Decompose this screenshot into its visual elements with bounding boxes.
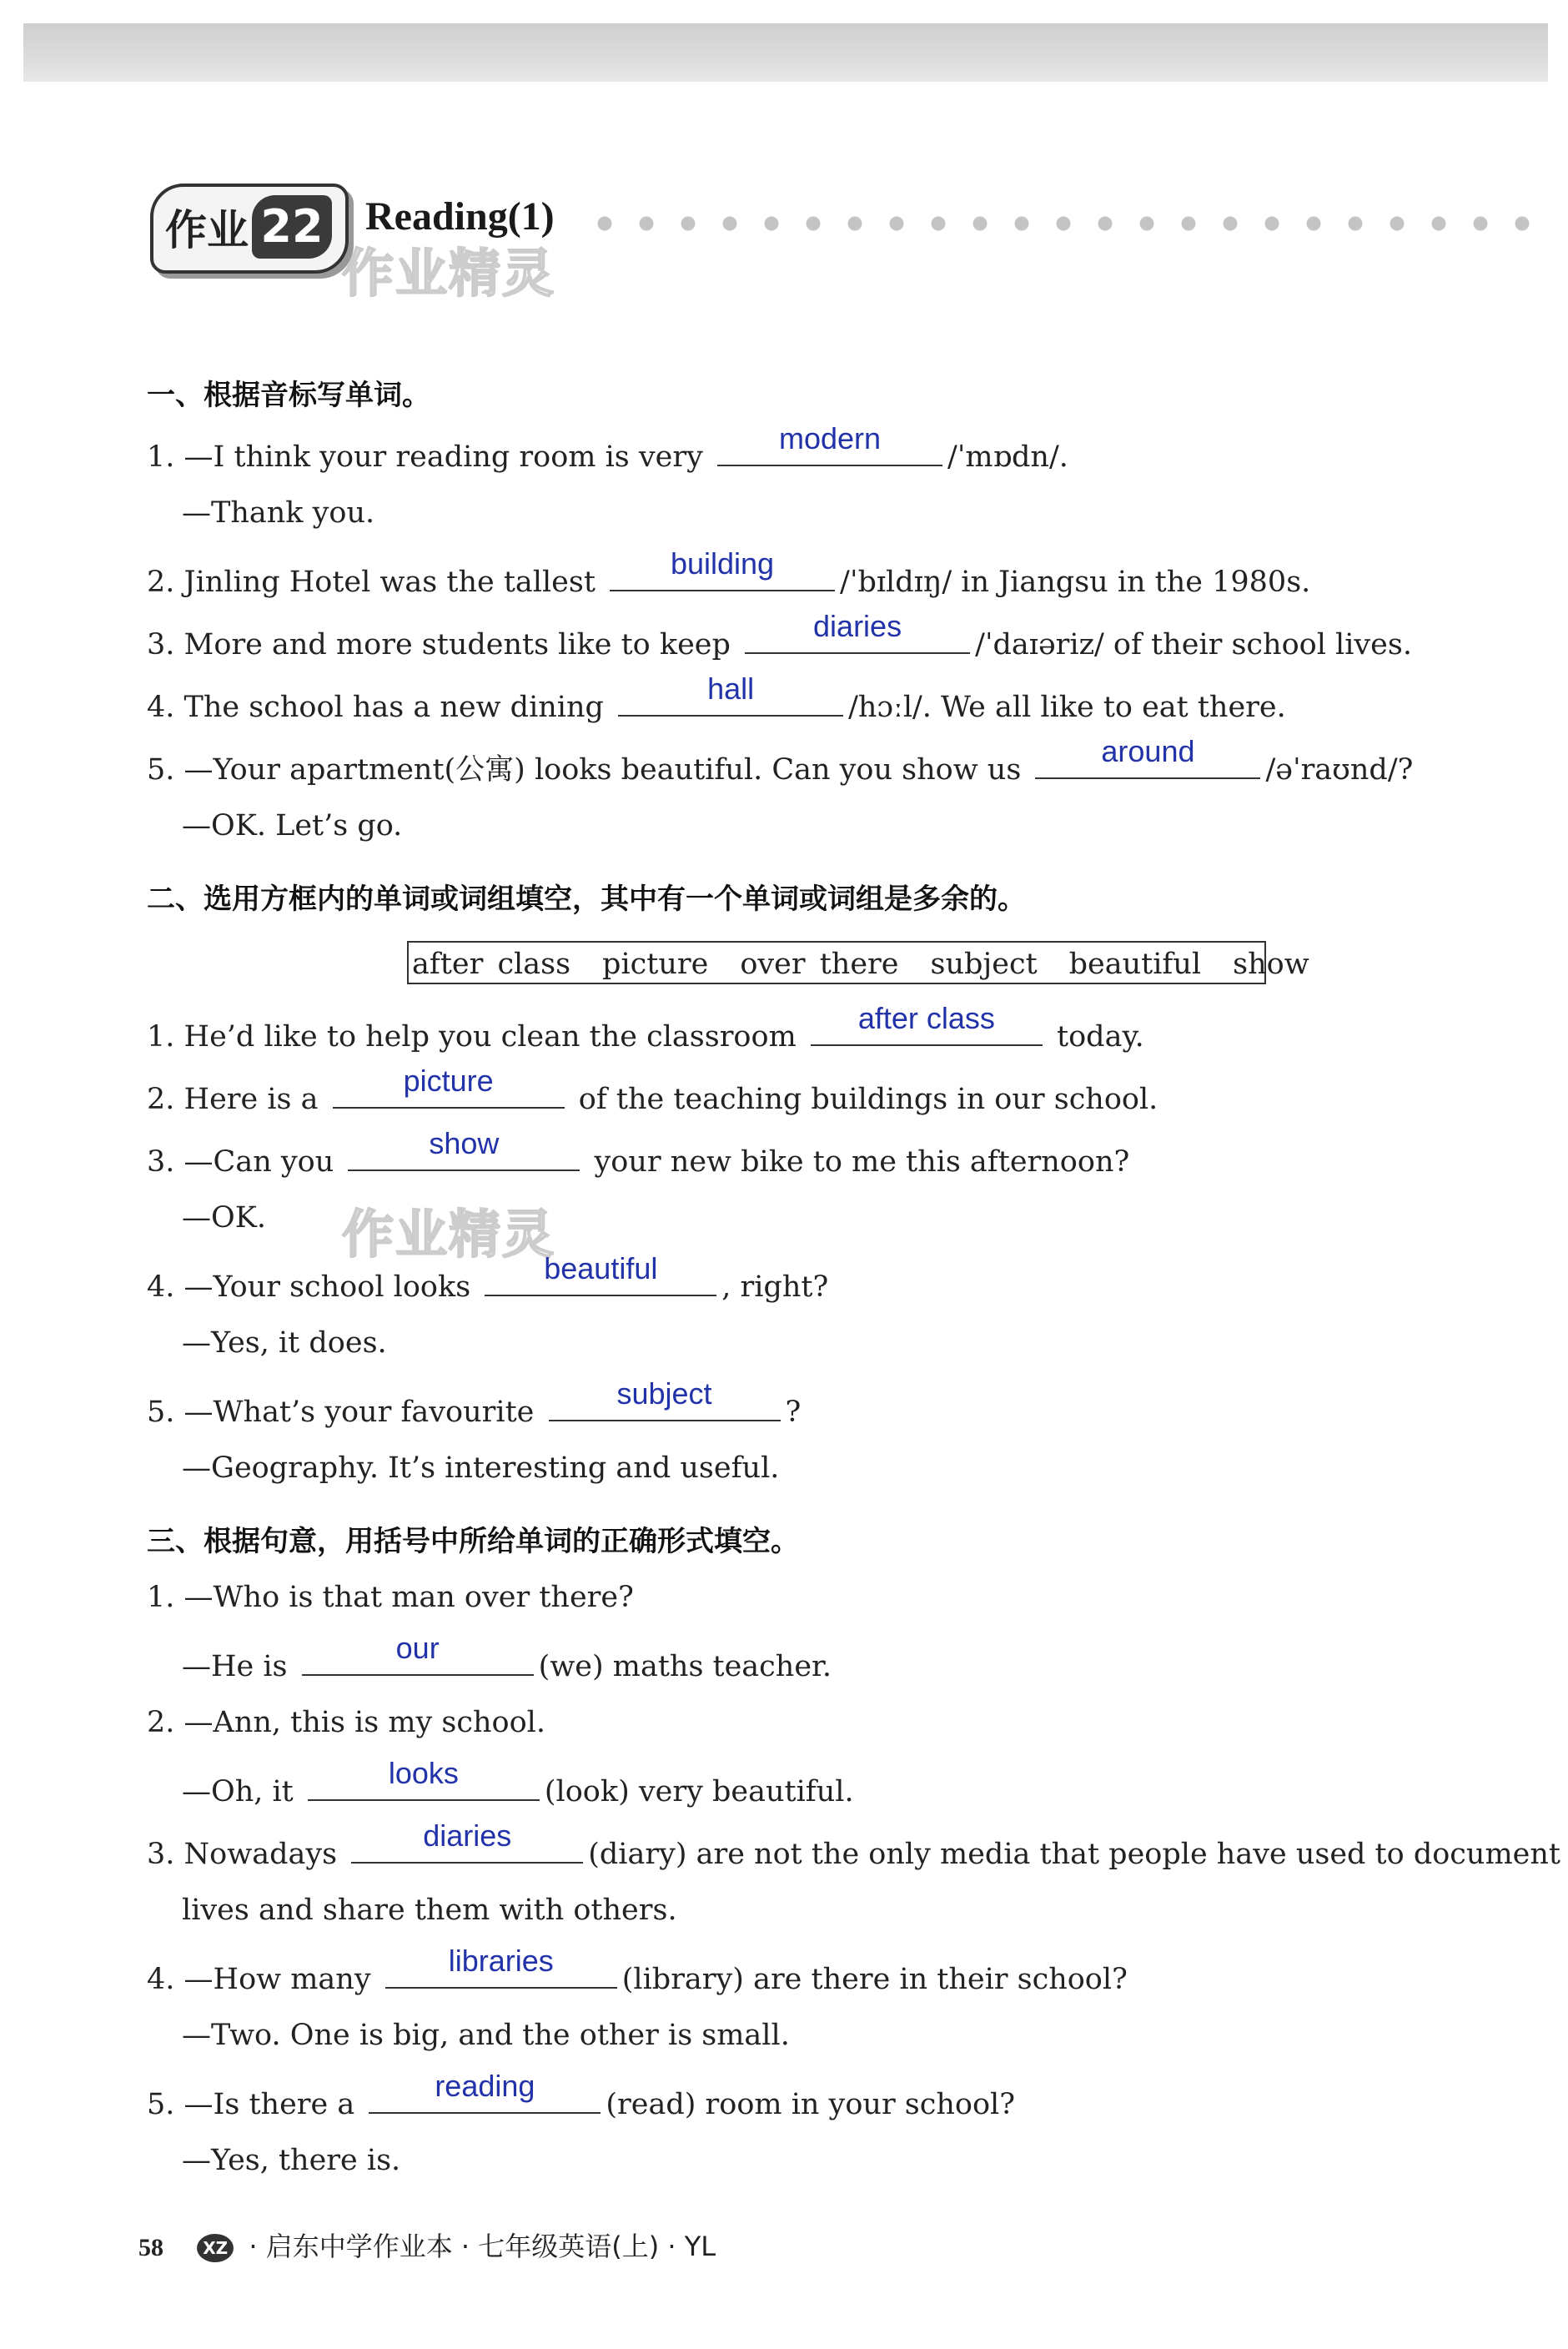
question-text: (read) room in your school? xyxy=(606,2087,1016,2121)
handwritten-answer: libraries xyxy=(448,1943,554,1978)
question-text: today. xyxy=(1057,1019,1144,1054)
publisher-logo-icon: XZ xyxy=(197,2234,234,2262)
handwritten-answer: reading xyxy=(435,2068,535,2103)
dotted-rule xyxy=(584,215,1551,232)
s3-question-4 xyxy=(147,1943,1128,1996)
question-number: 4. xyxy=(147,690,175,724)
s1-question-3 xyxy=(147,608,1412,661)
question-text: /ˈdaɪəriz/ of their school lives. xyxy=(975,627,1412,661)
s3-reply-4: —Two. One is big, and the other is small. xyxy=(182,2019,790,2052)
answer-blank[interactable] xyxy=(549,1376,781,1421)
question-text: —Is there a xyxy=(183,2087,355,2121)
question-text: /əˈraʊnd/? xyxy=(1265,753,1414,787)
s2-question-2 xyxy=(147,1063,1158,1116)
question-text: Nowadays xyxy=(183,1837,338,1871)
handwritten-answer: subject xyxy=(616,1376,712,1411)
question-number: 5. xyxy=(147,753,175,787)
answer-blank[interactable] xyxy=(348,1125,580,1171)
homework-badge xyxy=(150,184,349,274)
question-text: More and more students like to keep xyxy=(183,627,731,661)
handwritten-answer: around xyxy=(1101,734,1195,768)
question-text: —Ann, this is my school. xyxy=(183,1706,545,1739)
question-number: 3. xyxy=(147,627,175,661)
s1-question-2 xyxy=(147,546,1311,599)
s1-reply-1: —Thank you. xyxy=(182,496,375,530)
question-text: Here is a xyxy=(183,1082,319,1116)
question-number: 1. xyxy=(147,1019,175,1054)
s3-question-5 xyxy=(147,2068,1016,2121)
question-text: —Your school looks xyxy=(183,1270,471,1304)
question-number: 3. xyxy=(147,1144,175,1179)
question-number: 2. xyxy=(147,565,175,599)
question-text: —Who is that man over there? xyxy=(183,1581,634,1614)
answer-blank[interactable] xyxy=(811,1000,1043,1046)
handwritten-answer: diaries xyxy=(423,1818,512,1853)
s2-reply-3: —OK. xyxy=(182,1201,266,1235)
word-box-item: beautiful xyxy=(1068,948,1202,981)
lesson-title: Reading(1) xyxy=(365,194,555,239)
question-text: of the teaching buildings in our school. xyxy=(578,1082,1158,1116)
handwritten-answer: picture xyxy=(403,1063,494,1098)
question-text: /ˈbɪldɪŋ/ in Jiangsu in the 1980s. xyxy=(840,565,1311,599)
question-text: The school has a new dining xyxy=(183,690,604,724)
handwritten-answer: beautiful xyxy=(544,1250,658,1285)
section3-heading: 三、根据句意，用括号中所给单词的正确形式填空。 xyxy=(147,1525,799,1558)
question-text: /ˈmɒdn/. xyxy=(947,440,1068,474)
answer-blank[interactable] xyxy=(385,1943,617,1989)
watermark: 作业精灵 xyxy=(342,243,556,304)
section1-heading: 一、根据音标写单词。 xyxy=(147,379,430,412)
s1-question-4 xyxy=(147,671,1286,724)
answer-blank[interactable] xyxy=(302,1630,534,1676)
s2-reply-5: —Geography. It’s interesting and useful. xyxy=(182,1451,780,1485)
s2-question-4 xyxy=(147,1250,829,1304)
book-title: · 启东中学作业本 · 七年级英语(上) · YL xyxy=(249,2231,716,2262)
watermark: 作业精灵 xyxy=(342,1204,556,1265)
question-text: (look) very beautiful. xyxy=(544,1774,854,1808)
s3-question-2 xyxy=(182,1755,854,1808)
question-text: —Can you xyxy=(183,1144,334,1179)
answer-blank[interactable] xyxy=(618,671,843,717)
s1-reply-5: —OK. Let’s go. xyxy=(182,809,403,843)
question-number: 1. xyxy=(147,1581,175,1614)
homework-number: 22 xyxy=(252,195,332,259)
s3-reply-5: —Yes, there is. xyxy=(182,2144,401,2177)
page-footer xyxy=(138,2226,716,2264)
answer-blank[interactable] xyxy=(745,608,970,654)
s3-question-3 xyxy=(147,1818,1560,1871)
answer-blank[interactable] xyxy=(369,2068,601,2114)
word-box-item: subject xyxy=(930,948,1038,981)
question-text: (library) are there in their school? xyxy=(621,1962,1128,1996)
question-text: —What’s your favourite xyxy=(183,1395,535,1429)
word-box-item: picture xyxy=(602,948,709,981)
s3-question-3-continued: lives and share them with others. xyxy=(182,1894,677,1927)
question-text: your new bike to me this afternoon? xyxy=(594,1144,1130,1179)
question-text: , right? xyxy=(721,1270,829,1304)
handwritten-answer: after class xyxy=(857,1000,995,1035)
question-number: 3. xyxy=(147,1837,175,1871)
handwritten-answer: looks xyxy=(388,1755,459,1790)
section2-heading: 二、选用方框内的单词或词组填空，其中有一个单词或词组是多余的。 xyxy=(147,883,1026,916)
question-number: 5. xyxy=(147,1395,175,1429)
word-box-item: over there xyxy=(740,948,899,981)
s1-question-1 xyxy=(147,420,1068,474)
word-box xyxy=(407,941,1309,984)
answer-blank[interactable] xyxy=(308,1755,540,1801)
handwritten-answer: hall xyxy=(707,671,755,706)
handwritten-answer: building xyxy=(670,546,775,581)
s2-question-3 xyxy=(147,1125,1130,1179)
question-text: —How many xyxy=(183,1962,371,1996)
word-box-item: show xyxy=(1233,948,1309,981)
question-text: —I think your reading room is very xyxy=(183,440,703,474)
handwritten-answer: show xyxy=(429,1125,500,1160)
answer-blank[interactable] xyxy=(610,546,835,591)
question-text: —Your apartment(公寓) looks beautiful. Can you show us xyxy=(183,753,1022,787)
question-number: 2. xyxy=(147,1082,175,1116)
homework-label: 作业 xyxy=(165,206,249,254)
s3-question-1-prompt xyxy=(147,1581,634,1614)
question-number: 1. xyxy=(147,440,175,474)
answer-blank[interactable] xyxy=(333,1063,565,1109)
question-text: /hɔːl/. We all like to eat there. xyxy=(848,690,1286,724)
answer-blank[interactable] xyxy=(351,1818,583,1864)
question-text: He’d like to help you clean the classroom xyxy=(183,1019,797,1054)
answer-blank[interactable] xyxy=(717,420,942,466)
s2-question-1 xyxy=(147,1000,1144,1054)
handwritten-answer: our xyxy=(395,1630,440,1665)
question-text: Jinling Hotel was the tallest xyxy=(183,565,596,599)
question-text: (diary) are not the only media that people have used to document xyxy=(588,1837,1560,1871)
answer-blank[interactable] xyxy=(485,1250,716,1296)
word-box-item: after class xyxy=(412,948,571,981)
question-text: ? xyxy=(785,1395,802,1429)
s2-reply-4: —Yes, it does. xyxy=(182,1326,387,1360)
question-number: 4. xyxy=(147,1962,175,1996)
question-text: —Oh, it xyxy=(182,1774,294,1808)
s3-question-1 xyxy=(182,1630,832,1683)
handwritten-answer: modern xyxy=(778,420,882,455)
s2-question-5 xyxy=(147,1376,802,1429)
handwritten-answer: diaries xyxy=(813,608,902,643)
question-number: 4. xyxy=(147,1270,175,1304)
page-number: 58 xyxy=(138,2234,163,2261)
question-number: 5. xyxy=(147,2087,175,2121)
question-text: (we) maths teacher. xyxy=(538,1649,832,1683)
s1-question-5 xyxy=(147,734,1414,788)
answer-blank[interactable] xyxy=(1035,734,1260,779)
s3-question-2-prompt xyxy=(147,1706,545,1739)
question-number: 2. xyxy=(147,1706,175,1739)
question-text: —He is xyxy=(182,1649,288,1683)
